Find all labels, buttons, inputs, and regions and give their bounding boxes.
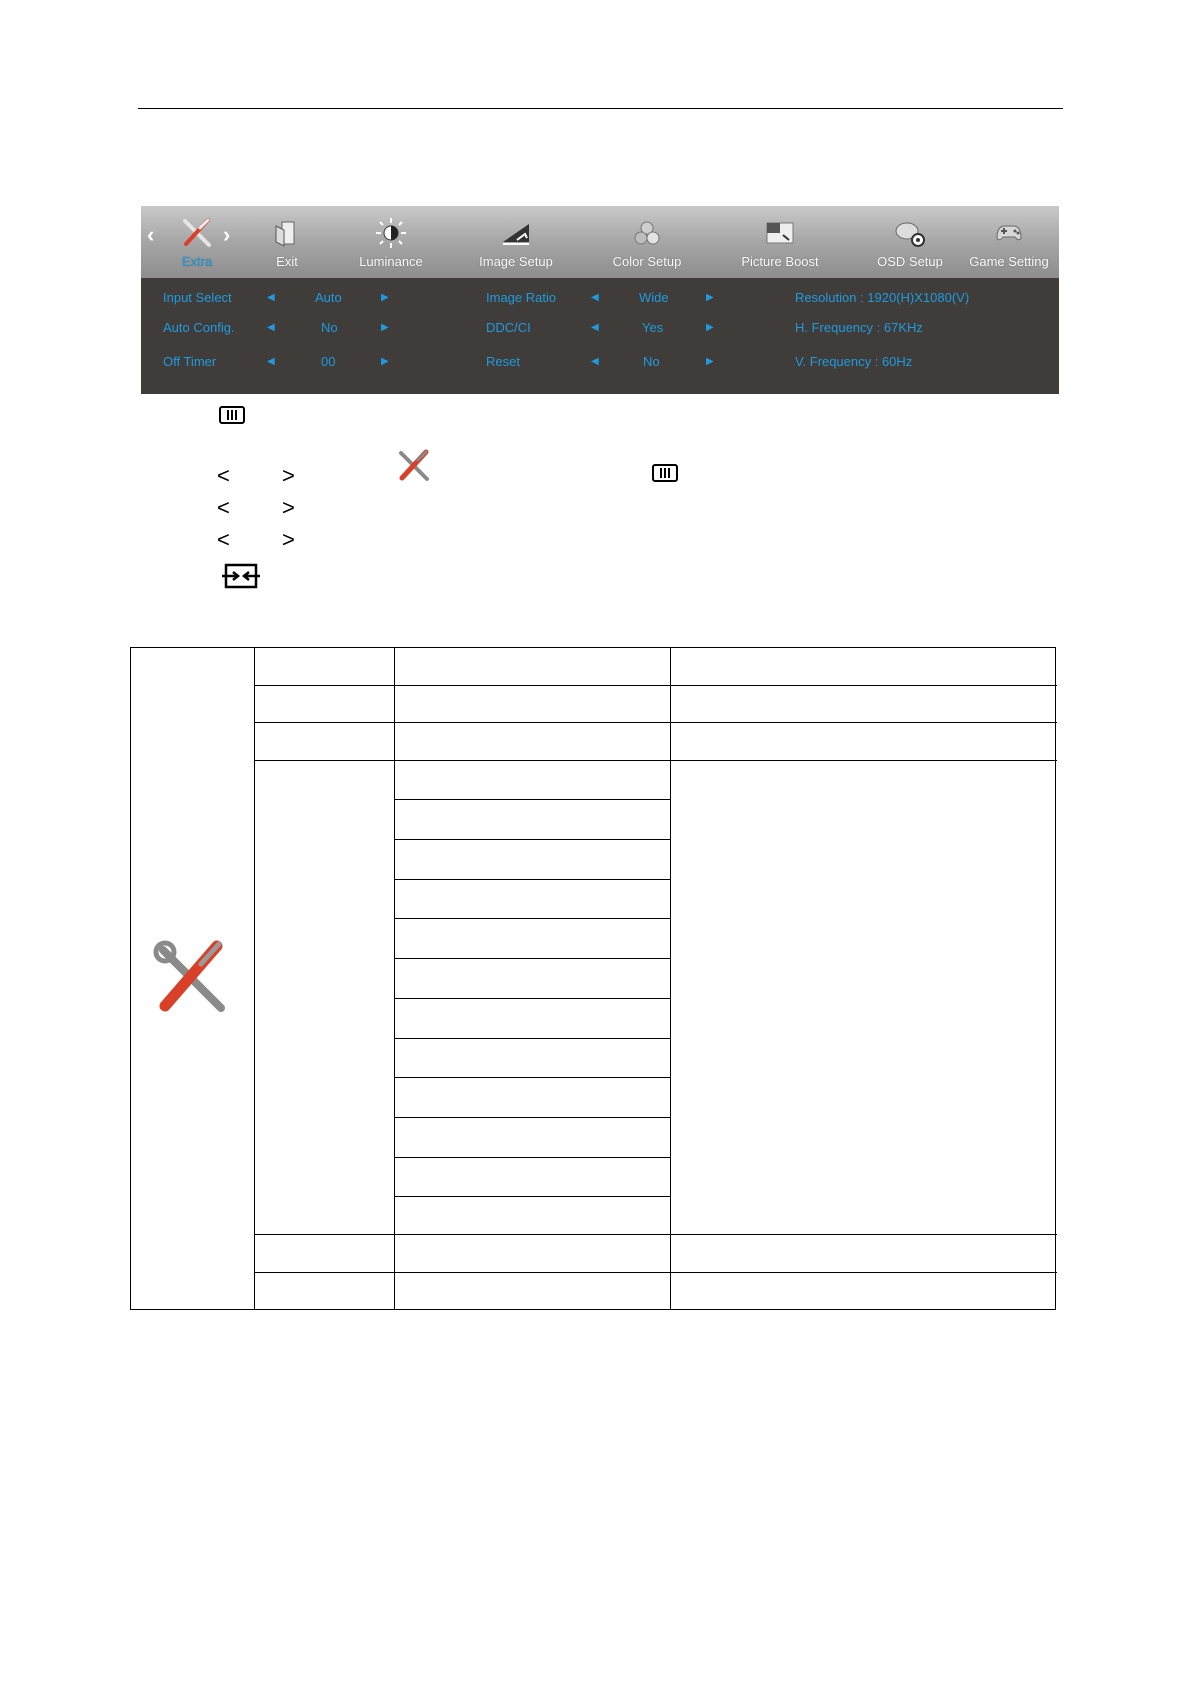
left-arrow-icon[interactable]: ◀ xyxy=(267,292,275,303)
reset-value: No xyxy=(643,354,660,369)
table-row-divider xyxy=(394,958,670,959)
table-row-divider xyxy=(394,918,670,919)
image-setup-icon xyxy=(499,216,533,250)
left-chevron-icon: < xyxy=(217,463,230,488)
picture-boost-icon xyxy=(763,216,797,250)
osd-right-chevron-icon: › xyxy=(223,222,231,247)
osd-tab-bar xyxy=(141,206,1059,278)
table-row-divider xyxy=(394,1157,670,1158)
left-arrow-icon[interactable]: ◀ xyxy=(591,322,599,333)
table-row-divider xyxy=(254,760,1057,761)
extra-settings-table xyxy=(130,647,1056,1310)
off-timer-label[interactable]: Off Timer xyxy=(163,354,217,369)
left-arrow-icon[interactable]: ◀ xyxy=(267,322,275,333)
left-arrow-icon[interactable]: ◀ xyxy=(591,356,599,367)
right-arrow-icon[interactable]: ▶ xyxy=(706,292,714,303)
left-arrow-icon[interactable]: ◀ xyxy=(267,356,275,367)
right-arrow-icon[interactable]: ▶ xyxy=(381,356,389,367)
left-chevron-icon: < xyxy=(217,527,230,552)
table-row-divider xyxy=(254,1272,1057,1273)
tab-extra[interactable] xyxy=(161,206,233,278)
table-row-divider xyxy=(394,1077,670,1078)
tools-icon xyxy=(180,216,214,250)
table-divider xyxy=(394,648,395,1309)
table-row-divider xyxy=(394,1038,670,1039)
osd-menu xyxy=(141,206,1059,394)
tab-game-setting-label: Game Setting xyxy=(969,254,1049,269)
left-arrow-icon[interactable]: ◀ xyxy=(591,292,599,303)
menu-button-icon xyxy=(652,464,678,482)
sun-icon xyxy=(374,216,408,250)
table-row-divider xyxy=(394,879,670,880)
header-rule xyxy=(138,108,1063,109)
table-divider xyxy=(670,648,671,1309)
right-chevron-icon: > xyxy=(282,463,295,488)
tab-exit[interactable] xyxy=(247,206,327,278)
image-ratio-value: Wide xyxy=(639,290,669,305)
right-arrow-icon[interactable]: ▶ xyxy=(381,292,389,303)
ddc-ci-label[interactable]: DDC/CI xyxy=(486,320,531,335)
right-arrow-icon[interactable]: ▶ xyxy=(381,322,389,333)
input-select-label[interactable]: Input Select xyxy=(163,290,232,305)
image-ratio-label[interactable]: Image Ratio xyxy=(486,290,557,305)
tab-osd-setup[interactable] xyxy=(853,206,967,278)
table-row-divider xyxy=(254,685,1057,686)
table-row-divider xyxy=(394,1196,670,1197)
gamepad-icon xyxy=(992,216,1026,250)
tab-extra-label: Extra xyxy=(181,254,213,269)
table-row-divider xyxy=(394,799,670,800)
auto-config-label[interactable]: Auto Config. xyxy=(163,320,235,335)
tab-exit-label: Exit xyxy=(276,254,298,269)
tab-color-setup-label: Color Setup xyxy=(612,254,682,269)
table-row-divider xyxy=(394,998,670,999)
off-timer-value: 00 xyxy=(321,354,336,369)
tab-osd-setup-label: OSD Setup xyxy=(877,254,943,269)
color-setup-icon xyxy=(630,216,664,250)
osd-settings-grid xyxy=(141,278,1059,394)
tools-icon xyxy=(151,938,231,1018)
table-row-divider xyxy=(254,722,1057,723)
exit-icon xyxy=(270,216,304,250)
osd-left-chevron-icon: ‹ xyxy=(147,222,155,247)
table-row-divider xyxy=(394,1117,670,1118)
resolution-info: Resolution : 1920(H)X1080(V) xyxy=(795,290,970,305)
v-frequency-info: V. Frequency : 60Hz xyxy=(795,354,913,369)
menu-button-icon xyxy=(219,406,245,424)
h-frequency-info: H. Frequency : 67KHz xyxy=(795,320,923,335)
input-select-value: Auto xyxy=(315,290,342,305)
right-arrow-icon[interactable]: ▶ xyxy=(706,356,714,367)
table-row-divider xyxy=(394,839,670,840)
left-chevron-icon: < xyxy=(217,495,230,520)
tab-image-setup[interactable] xyxy=(455,206,577,278)
tab-luminance[interactable] xyxy=(341,206,441,278)
auto-config-value: No xyxy=(321,320,338,335)
tab-game-setting[interactable] xyxy=(959,206,1059,278)
table-row-divider xyxy=(254,1234,1057,1235)
tab-picture-boost[interactable] xyxy=(719,206,841,278)
right-chevron-icon: > xyxy=(282,527,295,552)
tab-color-setup[interactable] xyxy=(589,206,705,278)
table-divider xyxy=(254,648,255,1309)
tools-icon xyxy=(395,447,433,485)
reset-label[interactable]: Reset xyxy=(486,354,520,369)
tab-luminance-label: Luminance xyxy=(359,254,423,269)
source-button-icon xyxy=(222,563,260,589)
tab-image-setup-label: Image Setup xyxy=(479,254,553,269)
right-chevron-icon: > xyxy=(282,495,295,520)
tab-picture-boost-label: Picture Boost xyxy=(741,254,819,269)
osd-setup-icon xyxy=(893,216,927,250)
ddc-ci-value: Yes xyxy=(642,320,664,335)
right-arrow-icon[interactable]: ▶ xyxy=(706,322,714,333)
